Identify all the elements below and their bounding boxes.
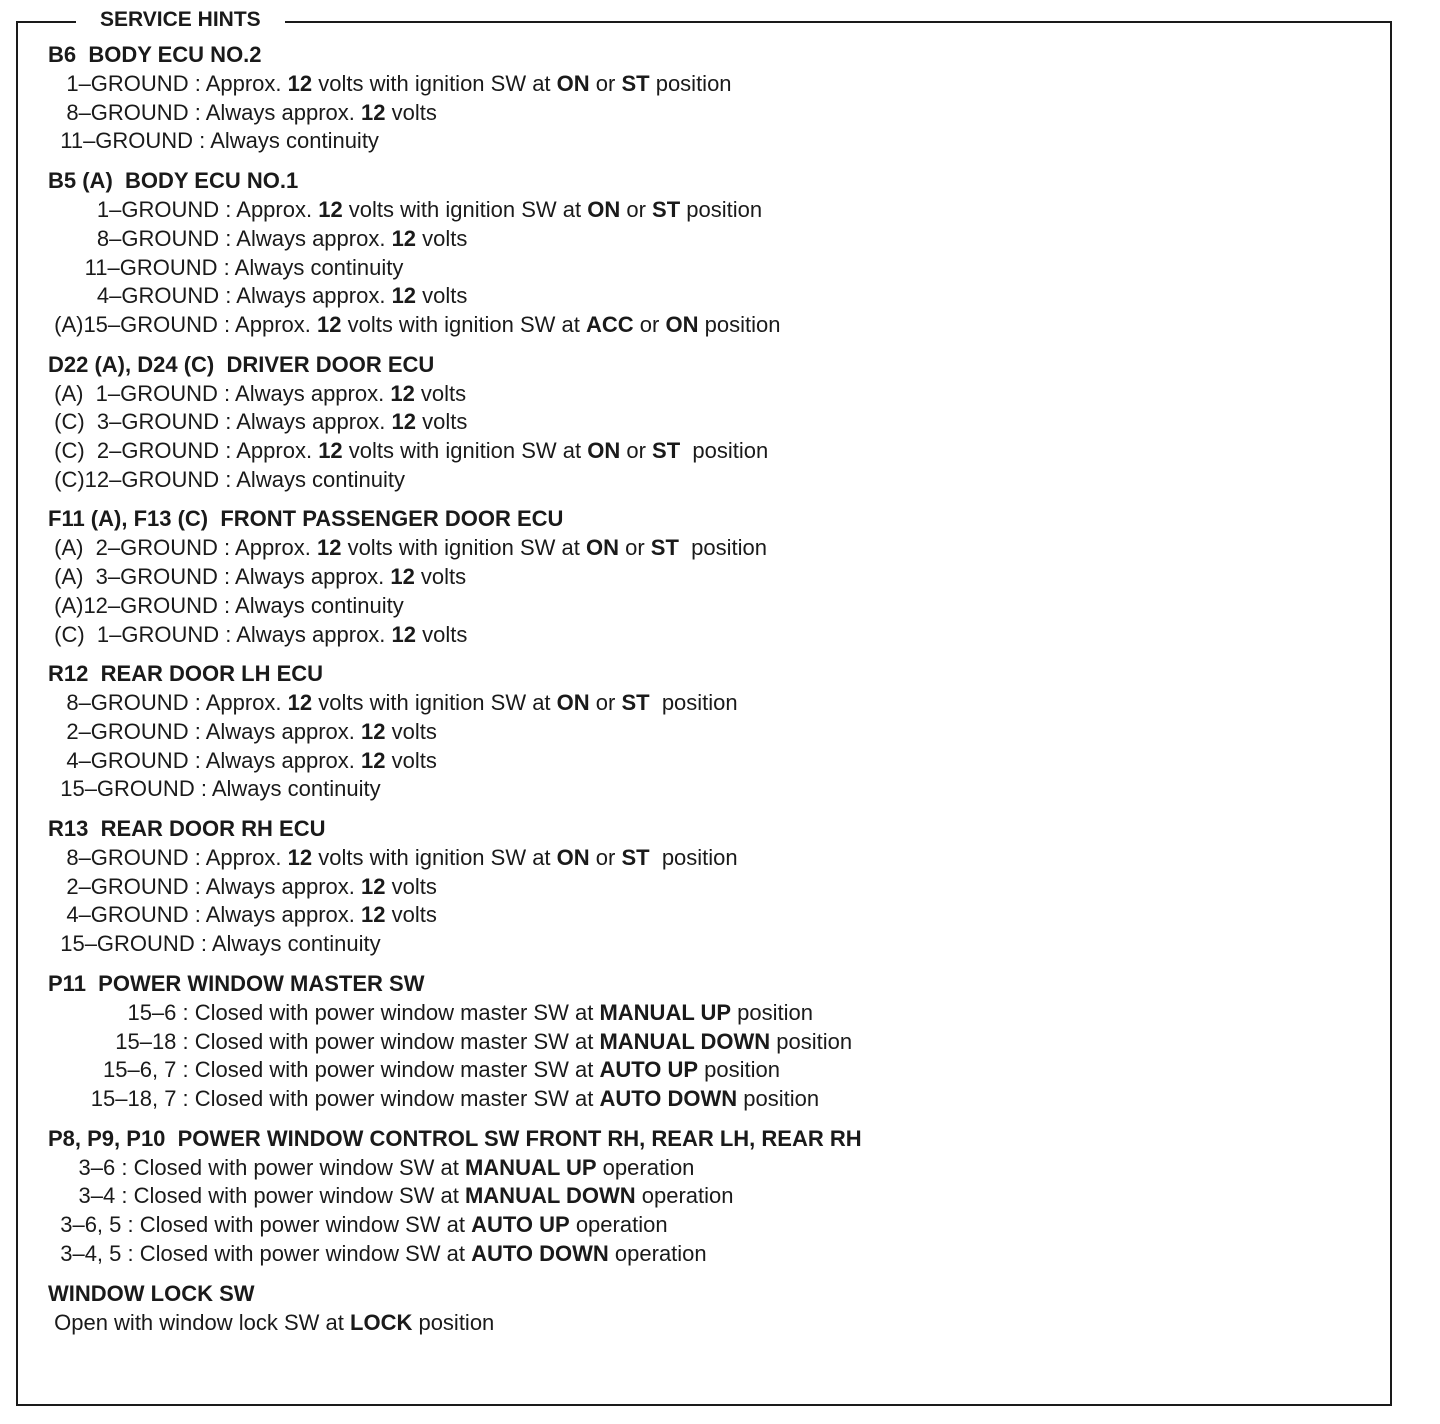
hint-text: (A)15–GROUND : Approx.	[48, 311, 317, 337]
bold-value: 12	[316, 311, 342, 337]
bold-value: 12	[361, 902, 386, 928]
hint-line	[48, 999, 1378, 1028]
hint-line	[48, 592, 1378, 621]
hint-line	[48, 1154, 1378, 1183]
hint-text: or	[620, 438, 653, 464]
bold-value: MANUAL UP	[599, 999, 732, 1025]
hint-text: (C) 1–GROUND : Always approx.	[48, 621, 392, 647]
hint-text: or	[620, 197, 653, 223]
hint-text: (C) 2–GROUND : Approx.	[48, 438, 319, 464]
hint-text: 15–18 : Closed with power window master SW at	[48, 1028, 600, 1054]
hint-text: volts with ignition SW at	[341, 535, 586, 561]
hint-line	[48, 408, 1378, 437]
hint-text: Open with window lock SW at	[48, 1309, 351, 1335]
hint-section	[48, 350, 1378, 495]
bold-value: ON	[556, 690, 590, 716]
hint-text: volts	[385, 873, 437, 899]
hint-text: volts with ignition SW at	[312, 71, 557, 96]
bold-value: 12	[316, 535, 342, 561]
hint-text: (A) 1–GROUND : Always approx.	[48, 380, 391, 406]
hint-text: 1–GROUND : Approx.	[48, 197, 319, 223]
hint-line	[48, 718, 1378, 747]
hint-line	[48, 563, 1378, 592]
hint-text: or	[619, 535, 651, 561]
bold-value: AUTO UP	[599, 1057, 699, 1083]
hint-text: 8–GROUND : Approx.	[48, 690, 288, 716]
bold-value: LOCK	[350, 1309, 413, 1335]
hint-line	[48, 466, 1378, 495]
hint-section	[48, 504, 1378, 649]
hint-text: 3–6 : Closed with power window SW at	[48, 1154, 465, 1180]
hint-line	[48, 901, 1378, 930]
hint-text: position	[678, 535, 767, 561]
hint-section	[48, 659, 1378, 804]
hint-text: or	[589, 845, 622, 871]
section-title: P11 POWER WINDOW MASTER SW	[48, 970, 425, 996]
hint-text: 11–GROUND : Always continuity	[48, 254, 404, 280]
hint-text: 4–GROUND : Always approx.	[48, 902, 361, 928]
hint-text: 8–GROUND : Always approx.	[48, 99, 361, 125]
hint-line	[48, 930, 1378, 959]
hint-text: volts with ignition SW at	[341, 311, 587, 337]
bold-value: 12	[361, 873, 386, 899]
hint-text: 2–GROUND : Always approx.	[48, 873, 361, 899]
hint-text: operation	[569, 1212, 668, 1238]
hint-text: (C)12–GROUND : Always continuity	[48, 466, 405, 492]
hint-line	[48, 127, 1378, 156]
bold-value: AUTO DOWN	[471, 1240, 609, 1266]
hint-section	[48, 1279, 1378, 1338]
hint-text: volts	[416, 225, 468, 251]
hint-text: position	[412, 1309, 495, 1335]
hint-text: 15–6, 7 : Closed with power window master SW at	[48, 1057, 600, 1083]
section-title: D22 (A), D24 (C) DRIVER DOOR ECU	[48, 351, 435, 377]
bold-value: ON	[586, 535, 619, 561]
hint-line	[48, 1182, 1378, 1211]
hint-text: 15–GROUND : Always continuity	[48, 931, 381, 957]
bold-value: ON	[587, 438, 621, 464]
hint-text: volts	[385, 99, 437, 125]
hint-text: volts	[414, 564, 467, 590]
bold-value: ST	[621, 690, 650, 716]
hint-text: position	[698, 311, 781, 337]
bold-value: ON	[587, 197, 621, 223]
hint-section	[48, 814, 1378, 959]
hint-line	[48, 1211, 1378, 1240]
hint-line	[48, 99, 1378, 128]
bold-value: ST	[621, 845, 650, 871]
bold-value: 12	[318, 197, 343, 223]
hint-line	[48, 1240, 1378, 1269]
hint-line	[48, 747, 1378, 776]
hint-text: volts	[416, 409, 468, 435]
hint-section	[48, 166, 1378, 340]
hint-text: position	[680, 197, 763, 223]
hint-text: position	[731, 999, 813, 1025]
hint-text: (A) 2–GROUND : Approx.	[48, 535, 317, 561]
hint-text: operation	[608, 1240, 707, 1266]
hint-line	[48, 621, 1378, 650]
hint-text: 3–4 : Closed with power window SW at	[48, 1183, 465, 1209]
hint-line	[48, 380, 1378, 409]
hint-text: volts with ignition SW at	[342, 438, 588, 464]
hint-text: position	[680, 438, 769, 464]
hint-line	[48, 1056, 1378, 1085]
hint-text: position	[698, 1057, 781, 1083]
bold-value: 12	[361, 747, 386, 773]
bold-value: 12	[390, 380, 415, 406]
bold-value: 12	[361, 99, 386, 125]
service-hints-content	[48, 40, 1378, 1347]
hint-text: 15–18, 7 : Closed with power window master SW at	[48, 1085, 600, 1111]
hint-text: volts with ignition SW at	[312, 845, 557, 871]
hint-text: 15–6 : Closed with power window master SW at	[48, 999, 600, 1025]
bold-value: AUTO UP	[471, 1212, 570, 1238]
hint-section	[48, 1124, 1378, 1269]
section-title: WINDOW LOCK SW	[48, 1280, 255, 1306]
hint-text: 1–GROUND : Approx.	[48, 71, 288, 96]
hint-text: or	[633, 311, 666, 337]
bold-value: ON	[556, 71, 590, 96]
bold-value: ST	[652, 438, 681, 464]
hint-text: 8–GROUND : Always approx.	[48, 225, 392, 251]
bold-value: MANUAL DOWN	[599, 1028, 771, 1054]
hint-text: volts	[416, 621, 468, 647]
hint-line	[48, 775, 1378, 804]
section-title: B6 BODY ECU NO.2	[48, 42, 262, 67]
section-title: R13 REAR DOOR RH ECU	[48, 816, 326, 842]
bold-value: ST	[652, 197, 681, 223]
hint-text: volts with ignition SW at	[342, 197, 588, 223]
hint-text: (C) 3–GROUND : Always approx.	[48, 409, 392, 435]
bold-value: 12	[361, 718, 386, 744]
hint-line	[48, 196, 1378, 225]
bold-value: 12	[287, 690, 313, 716]
hint-line	[48, 70, 1378, 99]
hint-line	[48, 437, 1378, 466]
hint-text: position	[737, 1085, 820, 1111]
bold-value: 12	[390, 564, 415, 590]
hint-text: volts	[416, 283, 468, 309]
hint-text: or	[589, 71, 622, 96]
hint-text: 8–GROUND : Approx.	[48, 845, 288, 871]
hint-text: (A) 3–GROUND : Always approx.	[48, 564, 391, 590]
bold-value: 12	[287, 845, 313, 871]
section-title: R12 REAR DOOR LH ECU	[48, 661, 324, 687]
bold-value: AUTO DOWN	[599, 1085, 738, 1111]
hint-line	[48, 311, 1378, 340]
hint-text: operation	[596, 1154, 695, 1180]
hint-text: volts with ignition SW at	[312, 690, 557, 716]
hint-text: volts	[385, 747, 437, 773]
hint-text: position	[649, 845, 738, 871]
bold-value: 12	[391, 225, 417, 251]
hint-line	[48, 873, 1378, 902]
hint-line	[48, 282, 1378, 311]
bold-value: MANUAL DOWN	[464, 1183, 636, 1209]
bold-value: ON	[665, 311, 699, 337]
bold-value: ST	[621, 71, 650, 96]
hint-line	[48, 1085, 1378, 1114]
page-title: SERVICE HINTS	[76, 6, 285, 34]
hint-text: operation	[635, 1183, 734, 1209]
bold-value: ACC	[586, 311, 634, 337]
bold-value: 12	[287, 71, 313, 96]
bold-value: 12	[391, 409, 417, 435]
hint-text: 4–GROUND : Always approx.	[48, 283, 392, 309]
hint-text: 11–GROUND : Always continuity	[48, 128, 379, 154]
section-title: P8, P9, P10 POWER WINDOW CONTROL SW FRONT RH, REAR LH, REAR RH	[48, 1125, 862, 1151]
hint-text: 15–GROUND : Always continuity	[48, 776, 381, 802]
hint-line	[48, 1028, 1378, 1057]
section-title: F11 (A), F13 (C) FRONT PASSENGER DOOR ECU	[48, 506, 564, 532]
bold-value: ST	[650, 535, 679, 561]
bold-value: 12	[318, 438, 343, 464]
hint-text: position	[649, 71, 732, 96]
bold-value: ON	[556, 845, 590, 871]
hint-line	[48, 254, 1378, 283]
hint-text: 2–GROUND : Always approx.	[48, 718, 361, 744]
hint-section	[48, 40, 1378, 156]
hint-text: position	[770, 1028, 853, 1054]
hint-text: 4–GROUND : Always approx.	[48, 747, 361, 773]
hint-text: position	[649, 690, 738, 716]
hint-line	[48, 844, 1378, 873]
section-title: B5 (A) BODY ECU NO.1	[48, 168, 299, 194]
bold-value: MANUAL UP	[464, 1154, 597, 1180]
bold-value: 12	[391, 283, 417, 309]
hint-line	[48, 689, 1378, 718]
hint-text: 3–6, 5 : Closed with power window SW at	[48, 1212, 472, 1238]
hint-text: 3–4, 5 : Closed with power window SW at	[48, 1240, 472, 1266]
hint-section	[48, 969, 1378, 1114]
hint-line	[48, 534, 1378, 563]
hint-line	[48, 1309, 1378, 1338]
hint-text: volts	[414, 380, 467, 406]
bold-value: 12	[391, 621, 417, 647]
hint-text: volts	[385, 902, 437, 928]
hint-text: volts	[385, 718, 437, 744]
hint-text: (A)12–GROUND : Always continuity	[48, 592, 404, 618]
hint-line	[48, 225, 1378, 254]
hint-text: or	[589, 690, 622, 716]
